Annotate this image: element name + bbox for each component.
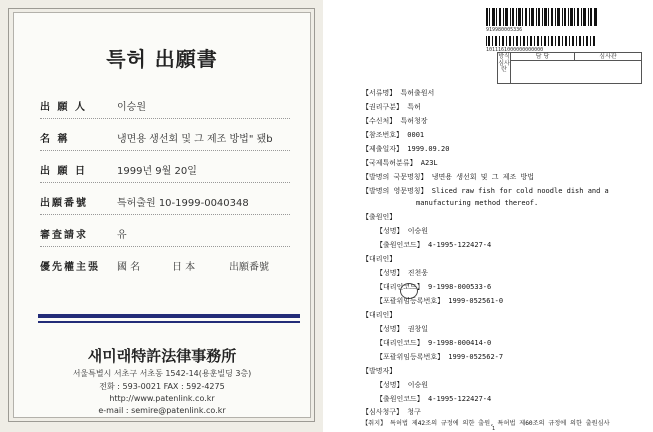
field-ipc: 【국제특허분류】 A23L <box>362 159 438 167</box>
field-agent-code: 【대리인코드】 9-1998-000533-6 <box>376 283 492 291</box>
barcode-bars <box>486 8 597 26</box>
field-document-name: 【서류명】 특허출원서 <box>362 89 435 97</box>
field-english-title: 【발명의 영문명칭】 Sliced raw fish for cold noodle dish and a <box>362 187 609 195</box>
field-agent-name: 【성명】 진천웅 <box>376 269 429 277</box>
priority-country-header: 國 名 <box>117 262 141 273</box>
firm-phone-fax: 전화 : 593-0021 FAX : 592-4275 <box>99 382 225 391</box>
stamp-header-examiner: 심사관 <box>575 53 641 61</box>
row-label: 審査請求 <box>40 230 88 241</box>
patent-cover-sheet <box>0 0 323 432</box>
field-applicant-header: 【출원인】 <box>362 213 397 221</box>
row-label: 優先權主張 <box>40 262 100 273</box>
row-value: 유 <box>117 230 127 241</box>
row-divider <box>40 246 290 247</box>
firm-email: e-mail : semire@patenlink.co.kr <box>98 406 226 415</box>
barcode-top <box>486 8 598 26</box>
field-inventor-code: 【출원인코드】 4-1995-122427-4 <box>376 395 492 403</box>
field-inventor-header: 【발명자】 <box>362 367 397 375</box>
field-applicant-code: 【출원인코드】 4-1995-122427-4 <box>376 241 492 249</box>
field-reference-number: 【참조번호】 0001 <box>362 131 425 139</box>
field-exam-request: 【심사청구】 청구 <box>362 408 421 416</box>
field-agent2-code: 【대리인코드】 9-1998-000414-0 <box>376 339 492 347</box>
row-divider <box>40 150 290 151</box>
field-submission-date: 【제출일자】 1999.09.20 <box>362 145 450 153</box>
cover-title: 특허 出願書 <box>106 47 218 71</box>
row-label: 出願番號 <box>40 198 88 209</box>
divider-bar-thick <box>38 314 300 318</box>
barcode-bars <box>486 36 595 46</box>
row-filing-date <box>14 155 310 183</box>
priority-number-header: 出願番號 <box>229 262 269 273</box>
row-value: 냉면용 생선회 및 그 제조 방법" 됐b <box>117 134 273 145</box>
row-label: 出 願 日 <box>40 166 87 177</box>
priority-japan: 日 本 <box>172 262 196 273</box>
field-agent2-poa-number: 【포괄위임등록번호】 1999-052562-7 <box>376 353 504 361</box>
row-label: 名 稱 <box>40 134 70 145</box>
row-divider <box>40 182 290 183</box>
field-english-title-cont: manufacturing method thereof. <box>416 199 539 207</box>
row-divider <box>40 118 290 119</box>
field-agent2-name: 【성명】 권창일 <box>376 325 429 333</box>
barcode-top-number: 919980005336 <box>486 27 523 33</box>
examination-stamp-box <box>497 52 642 84</box>
field-agent-header: 【대리인】 <box>362 255 397 263</box>
field-recipient: 【수신처】 특허청장 <box>362 117 428 125</box>
firm-website: http://www.patenlink.co.kr <box>109 394 215 403</box>
field-right-type: 【권리구분】 특허 <box>362 103 421 111</box>
field-applicant-name: 【성명】 이승원 <box>376 227 429 235</box>
row-value: 특허출원 10-1999-0040348 <box>117 198 249 209</box>
divider-bar-thin <box>38 321 300 323</box>
firm-name: 새미래特許法律事務所 <box>87 347 237 365</box>
cover-inner-panel <box>13 12 311 418</box>
stamp-header-officer: 담 당 <box>511 53 575 61</box>
row-application-number <box>14 187 310 215</box>
field-inventor-name: 【성명】 이승원 <box>376 381 429 389</box>
barcode-bottom-number: 1011161000000000000 <box>486 47 544 53</box>
barcode-bottom <box>486 36 598 46</box>
field-agent2-header: 【대리인】 <box>362 311 397 319</box>
row-title-of-invention <box>14 123 310 151</box>
field-purpose: 【취지】 특허법 제42조의 규정에 의한 출원, 특허법 제60조의 규정에 의한 출원심사 <box>362 420 610 427</box>
stamp-side-label: 방식심사란 <box>498 53 511 84</box>
row-label: 出 願 人 <box>40 102 87 113</box>
firm-address: 서울특별시 서초구 서초동 1542-14(용훈빌딩 3층) <box>72 369 252 378</box>
field-agent-poa-number: 【포괄위임등록번호】 1999-052561-0 <box>376 297 504 305</box>
field-korean-title: 【발명의 국문명칭】 냉면용 생선회 및 그 제조 방법 <box>362 173 534 181</box>
application-form-page <box>340 0 653 432</box>
row-value: 이승원 <box>117 102 146 113</box>
row-divider <box>40 214 290 215</box>
row-applicant <box>14 91 310 119</box>
row-priority-claim <box>14 251 310 279</box>
row-value: 1999년 9월 20일 <box>117 166 197 177</box>
page-number: 1 <box>492 426 496 432</box>
row-examination-request <box>14 219 310 247</box>
